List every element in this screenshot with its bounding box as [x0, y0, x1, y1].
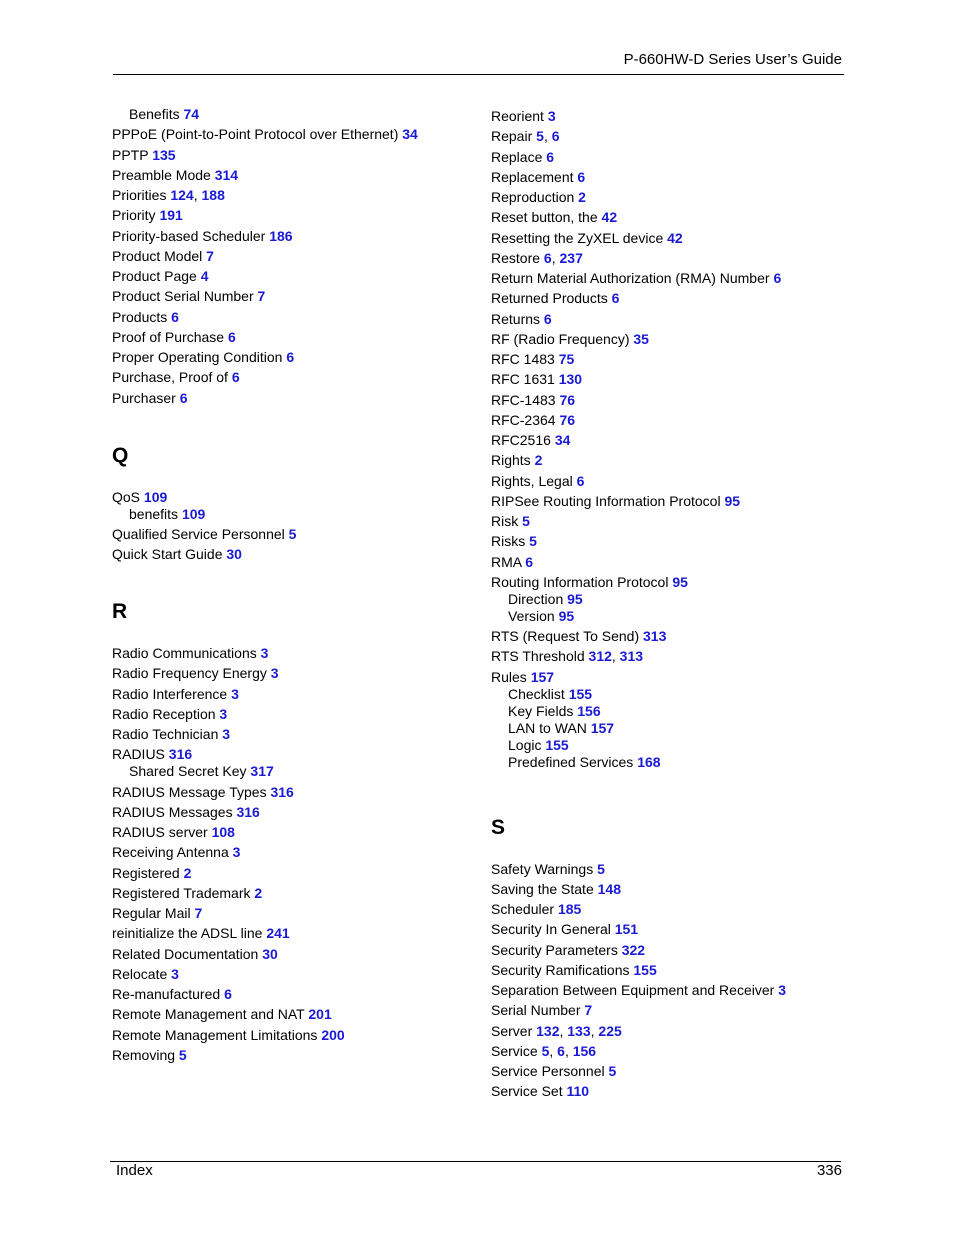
page-link[interactable]: 7 [584, 1002, 593, 1019]
index-term: Logic [508, 736, 542, 753]
index-term: Repair [491, 128, 533, 145]
page-link[interactable]: 316 [168, 746, 193, 763]
index-term: QoS [112, 488, 141, 505]
index-term: Qualified Service Personnel [112, 525, 285, 542]
page-link[interactable]: 2 [578, 189, 586, 205]
page-link[interactable]: 6 [224, 986, 232, 1002]
page-link[interactable]: 5 [529, 533, 537, 550]
index-entry [112, 248, 472, 265]
index-subentry [491, 754, 851, 771]
page-link[interactable]: 3 [547, 108, 556, 124]
index-term: Risks [491, 533, 526, 550]
index-term: Purchase, Proof of [112, 369, 228, 386]
index-term: Replace [491, 148, 543, 165]
page-link[interactable]: 200 [321, 1026, 345, 1043]
index-term: reinitialize the ADSL line [112, 925, 263, 942]
index-entry [112, 309, 472, 326]
section-spacer [491, 840, 851, 859]
page-link[interactable]: 316 [236, 803, 260, 820]
index-term: Regular Mail [112, 905, 191, 921]
index-entry [491, 270, 851, 287]
page-link[interactable]: 148 [597, 880, 621, 897]
page-link[interactable]: 188 [201, 187, 225, 203]
index-entry [491, 149, 851, 166]
section-spacer [112, 624, 472, 643]
index-entry [112, 986, 472, 1003]
page-link[interactable]: 75 [558, 351, 575, 367]
page-link[interactable]: 6 [525, 553, 534, 570]
page-link[interactable]: 6 [543, 310, 552, 327]
footer-section-label: Index [116, 1162, 153, 1179]
index-term: Risk [491, 513, 519, 529]
page-link[interactable]: 42 [667, 229, 683, 246]
index-entry [491, 1063, 851, 1080]
page-link[interactable]: 6 [227, 328, 236, 345]
index-term: PPTP [112, 146, 149, 163]
page-link[interactable]: 2 [534, 452, 543, 469]
index-term: Receiving Antenna [112, 844, 229, 861]
page-link[interactable]: 132 [536, 1022, 560, 1039]
index-entry [112, 865, 472, 882]
page-link[interactable]: 314 [214, 166, 239, 183]
index-term: Product Serial Number [112, 288, 254, 305]
index-subentry [491, 720, 851, 737]
index-subentry [491, 608, 851, 625]
page-link[interactable]: 30 [226, 546, 242, 562]
index-term: Radio Frequency Energy [112, 665, 267, 682]
page-separator: , [193, 187, 202, 203]
page-link[interactable]: 110 [566, 1083, 590, 1100]
index-term: Security Parameters [491, 941, 618, 958]
section-spacer [491, 771, 851, 816]
index-term: Server [491, 1022, 533, 1039]
page-link[interactable]: 5 [541, 1042, 550, 1059]
footer-rule [110, 1161, 841, 1162]
index-entry [112, 167, 472, 184]
index-term: Remote Management Limitations [112, 1026, 318, 1043]
index-entry [491, 371, 851, 388]
page-link[interactable]: 34 [402, 126, 418, 143]
index-term: Quick Start Guide [112, 546, 223, 562]
header-rule [113, 74, 844, 75]
page-link[interactable]: 5 [522, 513, 530, 529]
index-entry [491, 1083, 851, 1100]
section-spacer [112, 407, 472, 444]
page-link[interactable]: 313 [643, 628, 667, 644]
index-entry [491, 574, 851, 591]
index-entry [112, 784, 472, 801]
index-term: Priority [112, 207, 156, 224]
page-link[interactable]: 317 [250, 763, 274, 780]
index-subentry [491, 591, 851, 608]
page-link[interactable]: 3 [270, 665, 279, 682]
index-entry [112, 126, 472, 143]
index-term: Remote Management and NAT [112, 1006, 305, 1023]
page-link[interactable]: 237 [559, 249, 583, 266]
page-link[interactable]: 95 [672, 573, 688, 590]
index-term: Shared Secret Key [129, 763, 247, 780]
index-entry [112, 1047, 472, 1064]
index-term: Relocate [112, 965, 168, 982]
page-link[interactable]: 6 [286, 349, 295, 365]
page-link[interactable]: 42 [601, 209, 618, 226]
index-subentry [112, 506, 472, 523]
page-link[interactable]: 95 [567, 590, 583, 607]
page-separator: , [590, 1022, 599, 1039]
index-subentry [491, 703, 851, 720]
index-term: Returns [491, 310, 541, 327]
index-term: Direction [508, 590, 564, 607]
index-term: Returned Products [491, 290, 608, 307]
section-spacer [112, 563, 472, 600]
index-entry [491, 290, 851, 307]
index-term: Priorities [112, 187, 167, 203]
page-link[interactable]: 7 [206, 247, 214, 264]
index-term: Reset button, the [491, 209, 598, 226]
index-term: Service [491, 1042, 538, 1059]
index-entry [491, 921, 851, 938]
index-term: RFC-2364 [491, 411, 556, 428]
page-separator: , [549, 1042, 558, 1059]
index-term: Products [112, 308, 168, 325]
index-entry [112, 1027, 472, 1044]
page-separator: , [611, 648, 620, 665]
page-link[interactable]: 3 [219, 705, 228, 722]
index-term: Rights, Legal [491, 472, 573, 489]
index-term: Security In General [491, 921, 611, 938]
page-separator: , [559, 1022, 568, 1039]
page-link[interactable]: 3 [232, 844, 241, 861]
index-entry [491, 230, 851, 247]
index-letter-heading: S [491, 815, 506, 839]
index-subentry [112, 106, 472, 123]
index-term: Purchaser [112, 389, 176, 406]
index-subentry [491, 686, 851, 703]
index-term: Version [508, 607, 555, 624]
index-term: RIPSee Routing Information Protocol [491, 492, 721, 509]
index-term: Removing [112, 1046, 176, 1063]
page-link[interactable]: 76 [559, 411, 576, 428]
index-subentry [491, 737, 851, 754]
page-link[interactable]: 6 [577, 168, 586, 185]
index-term: RF (Radio Frequency) [491, 330, 630, 347]
index-term: Radio Technician [112, 726, 219, 742]
index-entry [112, 369, 472, 386]
index-entry [491, 452, 851, 469]
index-term: Service Set [491, 1083, 563, 1100]
index-term: Routing Information Protocol [491, 573, 669, 590]
page-link[interactable]: 30 [262, 945, 278, 962]
index-term: RFC-1483 [491, 391, 556, 408]
index-term: Preamble Mode [112, 166, 211, 183]
index-term: Registered Trademark [112, 884, 251, 901]
index-term: Saving the State [491, 880, 594, 897]
index-entry [112, 147, 472, 164]
page-link[interactable]: 7 [257, 288, 266, 305]
page-link[interactable]: 156 [572, 1042, 597, 1059]
index-term: LAN to WAN [508, 719, 587, 736]
page-link[interactable]: 3 [231, 685, 239, 702]
index-entry [112, 824, 472, 841]
page-link[interactable]: 6 [231, 369, 240, 386]
index-subentry [112, 763, 472, 780]
index-entry [491, 982, 851, 999]
index-entry [491, 942, 851, 959]
index-entry [112, 746, 472, 763]
index-term: Replacement [491, 168, 574, 185]
index-term: Serial Number [491, 1002, 581, 1019]
index-term: Proof of Purchase [112, 328, 225, 345]
index-term: RTS (Request To Send) [491, 628, 640, 644]
index-entry [112, 526, 472, 543]
index-entry [112, 905, 472, 922]
page-link[interactable]: 313 [619, 648, 644, 665]
index-entry [112, 349, 472, 366]
page-link[interactable]: 3 [222, 726, 231, 742]
page-link[interactable]: 186 [269, 227, 293, 244]
index-entry [112, 288, 472, 305]
page-link[interactable]: 130 [558, 371, 583, 388]
running-header-title: P-660HW-D Series User’s Guide [623, 51, 842, 68]
page-link[interactable]: 34 [554, 432, 571, 448]
page-link[interactable]: 6 [171, 308, 179, 325]
index-term: Priority-based Scheduler [112, 227, 266, 244]
index-entry [491, 1002, 851, 1019]
index-entry [112, 390, 472, 407]
index-term: Resetting the ZyXEL device [491, 229, 664, 246]
index-term: RFC 1483 [491, 351, 555, 367]
index-term: Related Documentation [112, 945, 259, 962]
index-entry [491, 493, 851, 510]
page-link[interactable]: 109 [143, 488, 168, 505]
index-term: Return Material Authorization (RMA) Number [491, 270, 770, 286]
index-entry [491, 533, 851, 550]
index-entry [112, 844, 472, 861]
index-term: Benefits [129, 106, 180, 122]
index-entry [112, 925, 472, 942]
page-link[interactable]: 5 [536, 128, 544, 145]
index-letter-heading: Q [112, 443, 129, 467]
index-term: Rules [491, 668, 527, 685]
index-entry [491, 311, 851, 328]
index-term: Scheduler [491, 901, 555, 917]
page-link[interactable]: 108 [211, 824, 235, 840]
index-term: Key Fields [508, 702, 574, 719]
index-term: RFC 1631 [491, 371, 555, 388]
page-link[interactable]: 3 [171, 965, 179, 982]
index-term: RTS Threshold [491, 648, 585, 665]
index-term: Safety Warnings [491, 860, 594, 877]
index-term: RADIUS [112, 746, 165, 763]
page-link[interactable]: 155 [633, 961, 657, 978]
page-link[interactable]: 74 [183, 106, 200, 122]
index-term: Service Personnel [491, 1063, 605, 1079]
index-term: Checklist [508, 685, 565, 702]
page-link[interactable]: 95 [724, 492, 741, 509]
index-term: Re-manufactured [112, 986, 221, 1002]
page-link[interactable]: 6 [546, 148, 555, 165]
index-entry [491, 513, 851, 530]
index-term: Radio Reception [112, 705, 216, 722]
page-link[interactable]: 5 [178, 1046, 187, 1063]
index-entry [491, 169, 851, 186]
index-entry [112, 187, 472, 204]
index-entry [491, 331, 851, 348]
index-column-right [491, 106, 851, 1100]
index-entry [491, 1023, 851, 1040]
page-link[interactable]: 6 [551, 128, 560, 145]
index-entry [491, 473, 851, 490]
index-entry [112, 804, 472, 821]
index-letter-heading: R [112, 600, 128, 623]
index-entry [491, 128, 851, 145]
index-entry [491, 648, 851, 665]
page-link[interactable]: 6 [576, 472, 585, 489]
index-term: Security Ramifications [491, 961, 630, 978]
index-entry [112, 665, 472, 682]
index-entry [491, 861, 851, 878]
page-link[interactable]: 168 [637, 753, 661, 770]
index-term: RADIUS server [112, 824, 208, 840]
page-separator: , [564, 1042, 573, 1059]
index-entry [112, 1006, 472, 1023]
index-term: PPPoE (Point-to-Point Protocol over Ethernet) [112, 126, 399, 143]
index-entry [491, 209, 851, 226]
page-link[interactable]: 191 [159, 207, 183, 224]
page-link[interactable]: 225 [598, 1022, 622, 1039]
index-entry [112, 268, 472, 285]
index-term: Restore [491, 249, 541, 266]
page-link[interactable]: 151 [614, 921, 639, 938]
page-link[interactable]: 201 [308, 1006, 332, 1023]
page-link[interactable]: 76 [559, 391, 576, 408]
page-link[interactable]: 2 [183, 864, 192, 881]
index-entry [491, 554, 851, 571]
index-entry [491, 108, 851, 125]
page-link[interactable]: 6 [179, 389, 188, 406]
index-column-left [112, 106, 472, 1064]
index-term: Product Page [112, 268, 197, 284]
page-link[interactable]: 157 [590, 719, 615, 736]
index-term: benefits [129, 505, 179, 522]
index-term: Registered [112, 864, 180, 881]
page-link[interactable]: 109 [181, 505, 206, 522]
index-entry [491, 628, 851, 645]
page-link[interactable]: 6 [543, 249, 552, 266]
section-spacer [112, 468, 472, 487]
index-entry [491, 392, 851, 409]
index-entry [491, 351, 851, 368]
page-link[interactable]: 3 [778, 982, 786, 998]
index-entry [491, 962, 851, 979]
index-term: Reproduction [491, 189, 575, 205]
page-link[interactable]: 7 [194, 905, 203, 921]
index-entry [491, 669, 851, 686]
index-entry [112, 686, 472, 703]
index-entry [112, 329, 472, 346]
page-link[interactable]: 5 [608, 1063, 617, 1079]
page-separator: , [551, 249, 560, 266]
index-entry [112, 946, 472, 963]
page-link[interactable]: 157 [530, 668, 555, 685]
index-entry [112, 966, 472, 983]
index-entry [112, 228, 472, 245]
index-entry [112, 885, 472, 902]
index-entry [491, 250, 851, 267]
index-term: Predefined Services [508, 753, 634, 770]
index-term: Radio Communications [112, 645, 257, 661]
index-term: RMA [491, 553, 522, 570]
page-link[interactable]: 6 [611, 290, 620, 307]
index-entry [112, 207, 472, 224]
index-entry [491, 189, 851, 206]
page-link[interactable]: 35 [633, 330, 649, 347]
page-link[interactable]: 95 [558, 607, 575, 624]
index-entry [112, 546, 472, 563]
index-entry [112, 726, 472, 743]
page-link[interactable]: 6 [773, 270, 782, 286]
page-link[interactable]: 6 [557, 1042, 565, 1059]
index-entry [112, 706, 472, 723]
page-link[interactable]: 2 [254, 884, 263, 901]
index-term: RADIUS Message Types [112, 783, 267, 800]
index-entry [112, 645, 472, 662]
index-term: Proper Operating Condition [112, 349, 283, 365]
page-link[interactable]: 4 [200, 268, 209, 284]
page-link[interactable]: 5 [597, 860, 605, 877]
index-term: Radio Interference [112, 685, 228, 702]
page-link[interactable]: 156 [577, 702, 601, 719]
index-term: Reorient [491, 108, 544, 124]
page-separator: , [543, 128, 552, 145]
index-entry [112, 489, 472, 506]
page-link[interactable]: 5 [288, 525, 297, 542]
page-link[interactable]: 155 [568, 685, 593, 702]
page-link[interactable]: 135 [152, 146, 176, 163]
page-link[interactable]: 155 [545, 736, 569, 753]
index-entry [491, 1043, 851, 1060]
page-link[interactable]: 316 [270, 783, 294, 800]
page-link[interactable]: 312 [588, 648, 612, 665]
footer-page-number: 336 [816, 1162, 842, 1179]
page-link[interactable]: 124 [170, 187, 194, 203]
index-entry [491, 412, 851, 429]
page-link[interactable]: 241 [266, 925, 290, 942]
page-link[interactable]: 133 [567, 1022, 591, 1039]
page-link[interactable]: 322 [621, 941, 646, 958]
index-term: RADIUS Messages [112, 803, 233, 820]
index-term: Rights [491, 452, 531, 469]
index-term: Separation Between Equipment and Receiver [491, 982, 775, 998]
index-entry [491, 901, 851, 918]
index-entry [491, 881, 851, 898]
index-term: RFC2516 [491, 432, 551, 448]
index-entry [491, 432, 851, 449]
index-term: Product Model [112, 247, 203, 264]
page-link[interactable]: 185 [557, 901, 582, 917]
page-link[interactable]: 3 [260, 645, 269, 661]
